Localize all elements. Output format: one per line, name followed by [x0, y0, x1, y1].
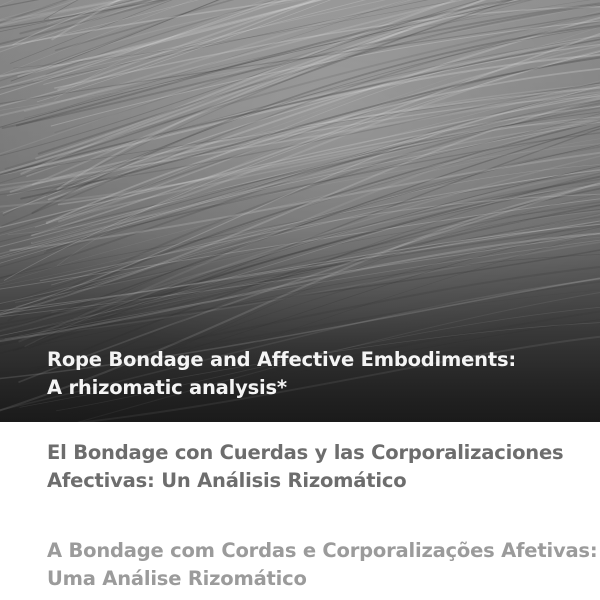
portuguese-title: [47, 537, 597, 593]
english-title-line-2: A rhizomatic analysis*: [47, 376, 287, 399]
spanish-title: [47, 439, 563, 495]
portuguese-title-line-2: Uma Análise Rizomático: [47, 567, 307, 590]
spanish-title-line-1: El Bondage con Cuerdas y las Corporalizaciones: [47, 441, 564, 464]
english-title-line-1: Rope Bondage and Affective Embodiments:: [47, 348, 516, 371]
spanish-title-line-2: Afectivas: Un Análisis Rizomático: [47, 469, 407, 492]
portuguese-title-line-1: A Bondage com Cordas e Corporalizações Afetivas:: [47, 539, 598, 562]
english-title: [47, 346, 516, 402]
